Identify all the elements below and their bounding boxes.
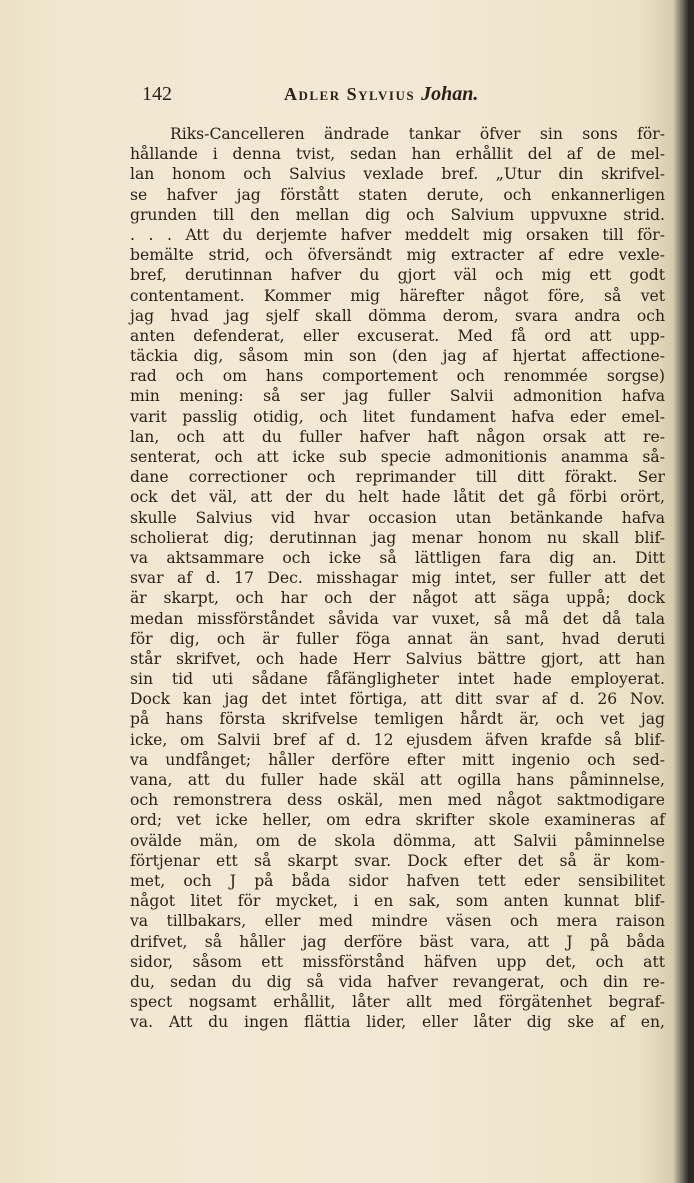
text-line: medan missförståndet såvida var vuxet, så må det då tala: [130, 609, 665, 628]
body-text: [130, 124, 665, 1032]
text-line: jag hvad jag sjelf skall dömma derom, svara andra och: [130, 306, 665, 325]
text-line: . . . Att du derjemte hafver meddelt mig orsaken till för-: [130, 225, 665, 244]
text-line: och remonstrera dess oskäl, men med något saktmodigare: [130, 791, 665, 810]
text-line: sidor, såsom ett missförstånd häfven upp det, och att: [130, 952, 665, 971]
text-line: förtjenar ett så skarpt svar. Dock efter det så är kom-: [130, 851, 665, 870]
text-line: bemälte strid, och öfversändt mig extracter af edre vexle-: [130, 246, 665, 265]
text-line: senterat, och att icke sub specie admonitionis anamma så-: [130, 448, 665, 466]
text-line: varit passlig otidig, och litet fundament hafva eder emel-: [130, 407, 665, 426]
text-line: för dig, och är fuller föga annat än sant, hvad deruti: [130, 629, 665, 648]
running-head-name: Adler Sylvius: [284, 84, 416, 104]
text-line: se hafver jag förstått staten derute, och enkannerligen: [130, 185, 665, 204]
text-line: sin tid uti sådane fåfängligheter intet hade employerat.: [130, 670, 665, 689]
text-line: Dock kan jag det intet förtiga, att ditt svar af d. 26 Nov.: [130, 690, 665, 709]
text-line: något litet för mycket, i en sak, som anten kunnat blif-: [130, 892, 665, 911]
text-line: scholierat dig; derutinnan jag menar honom nu skall blif-: [130, 528, 665, 547]
running-head: [284, 82, 478, 106]
running-head-given-name: Johan.: [421, 83, 479, 105]
text-line: lan honom och Salvius vexlade bref. „Utur din skrifvel-: [130, 165, 665, 184]
text-line: anten defenderat, eller excuserat. Med få ord att upp-: [130, 326, 665, 345]
text-line: rad och om hans comportement och renommée sorgse): [130, 367, 665, 386]
text-line: bref, derutinnan hafver du gjort väl och mig ett godt: [130, 266, 665, 285]
text-line: grunden till den mellan dig och Salvium uppvuxne strid.: [130, 205, 665, 224]
text-line: hållande i denna tvist, sedan han erhållit del af de mel-: [130, 145, 665, 164]
text-line: svar af d. 17 Dec. misshagar mig intet, ser fuller att det: [130, 569, 665, 588]
text-line: min mening: så ser jag fuller Salvii admonition hafva: [130, 387, 665, 406]
text-line: lan, och att du fuller hafver haft någon orsak att re-: [130, 427, 665, 446]
text-line: va undfånget; håller derföre efter mitt ingenio och sed-: [130, 750, 665, 769]
text-line: täckia dig, såsom min son (den jag af hjertat affectione-: [130, 347, 665, 366]
text-line: va. Att du ingen flättia lider, eller låter dig ske af en,: [130, 1013, 665, 1032]
text-line: skulle Salvius vid hvar occasion utan betänkande hafva: [130, 508, 665, 527]
page-number: 142: [142, 83, 172, 105]
text-line: du, sedan du dig så vida hafver revangerat, och din re-: [130, 972, 665, 991]
text-line: är skarpt, och har och der något att säga uppå; dock: [130, 589, 665, 608]
text-line: spect nogsamt erhållit, låter allt med förgätenhet begraf-: [130, 993, 665, 1012]
text-line: ord; vet icke heller, om edra skrifter skole examineras af: [130, 811, 665, 830]
text-line: vana, att du fuller hade skäl att ogilla hans påminnelse,: [130, 771, 665, 789]
text-line: står skrifvet, och hade Herr Salvius bättre gjort, att han: [130, 649, 665, 668]
page-edge-shadow: [688, 0, 694, 1183]
text-line: va aktsammare och icke så lättligen fara dig an. Ditt: [130, 548, 665, 567]
text-line: met, och J på båda sidor hafven tett eder sensibilitet: [130, 871, 665, 890]
text-line: dane correctioner och reprimander till ditt förakt. Ser: [130, 468, 665, 487]
page-header: [142, 82, 542, 106]
text-line: ock det väl, att der du helt hade låtit det gå förbi orört,: [130, 488, 665, 507]
text-line: icke, om Salvii bref af d. 12 ejusdem äfven krafde så blif-: [130, 730, 665, 749]
text-line: va tillbakars, eller med mindre väsen och mera raison: [130, 912, 665, 931]
text-line: contentament. Kommer mig härefter något före, så vet: [130, 286, 665, 305]
text-line: ovälde män, om de skola dömma, att Salvii påminnelse: [130, 831, 665, 850]
text-line: drifvet, så håller jag derföre bäst vara, att J på båda: [130, 932, 665, 951]
text-line: Riks-Cancelleren ändrade tankar öfver sin sons för-: [170, 125, 665, 143]
text-line: på hans första skrifvelse temligen hårdt är, och vet jag: [130, 710, 665, 729]
